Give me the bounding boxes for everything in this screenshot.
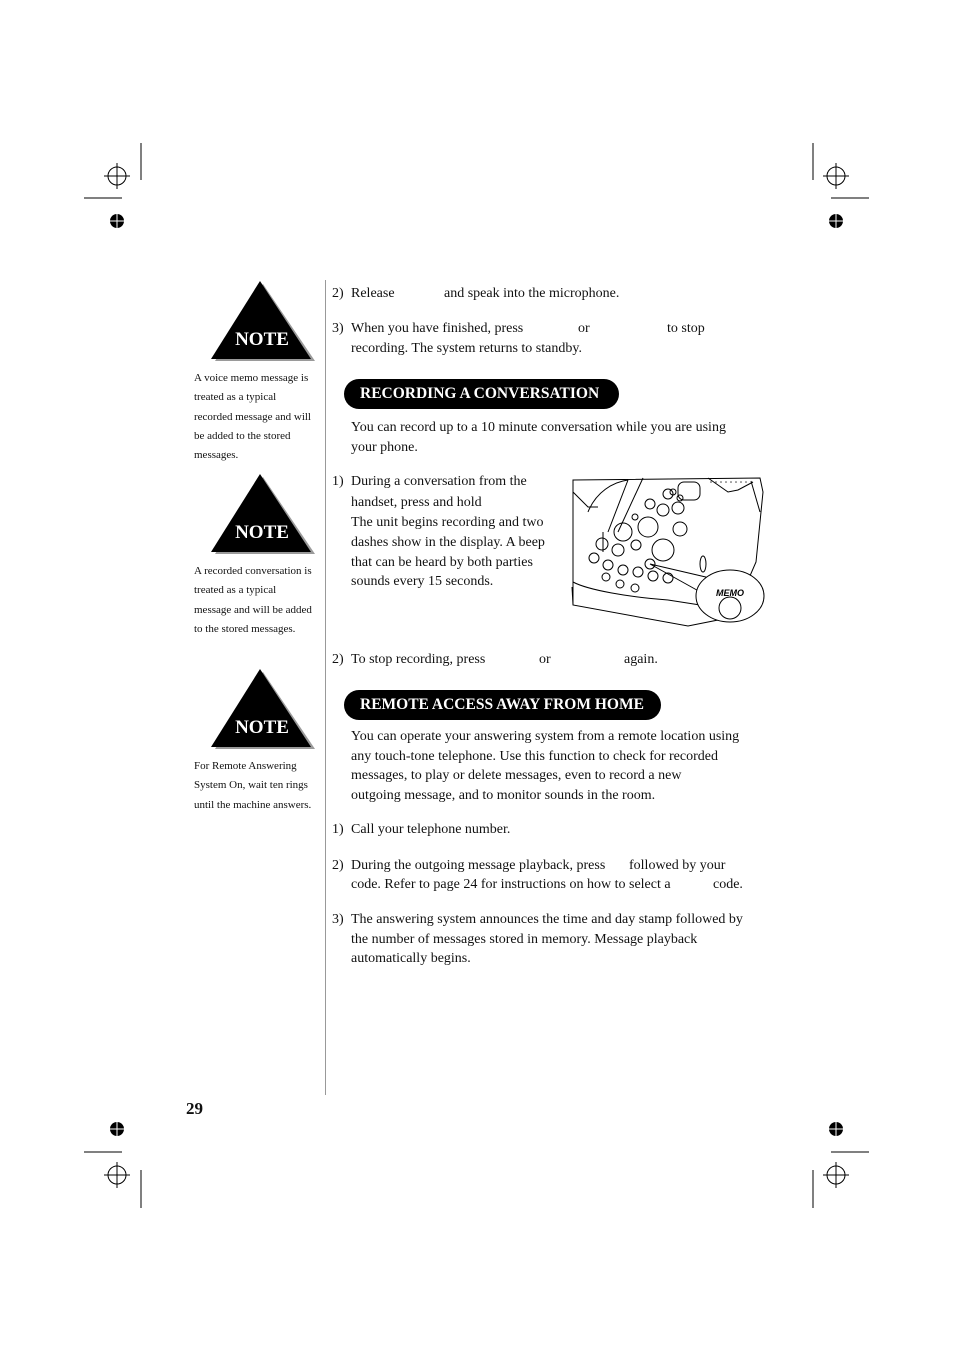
step-number: 2) — [332, 858, 344, 873]
step-number: 3) — [332, 321, 344, 336]
section2-step3-text: The answering system announces the time and day stamp followed by the number of messages stored in memory. Message playback automatically begins. — [351, 912, 743, 966]
section1-intro: You can record up to a 10 minute conversation while you are using your phone. — [351, 420, 726, 455]
note-label: NOTE — [235, 329, 289, 350]
step-text: again. — [624, 652, 658, 667]
note-3-caption: For Remote Answering System On, wait ten rings until the machine answers. — [194, 760, 312, 811]
note-2 — [205, 474, 315, 556]
section2-intro: You can operate your answering system from a remote location using any touch-tone telephone. Use this function to check for recorded messages, to play or delete messages, even to record a new outgoing message, and to monitor sounds in the room. — [351, 729, 740, 803]
step-text: recording. The system returns to standby. — [351, 341, 582, 356]
step-text: Release — [351, 286, 395, 301]
step-number: 2) — [332, 286, 344, 301]
phone-base-illustration — [568, 472, 768, 632]
section-heading-remote-access: REMOTE ACCESS AWAY FROM HOME — [344, 690, 661, 720]
note-2-caption: A recorded conversation is treated as a typical message and will be added to the stored messages. — [194, 565, 312, 635]
step-text: code. — [713, 877, 743, 892]
step-text: code. Refer to page 24 for instructions on how to select a — [351, 877, 671, 892]
step-text: or — [539, 652, 551, 667]
step-text: When you have finished, press — [351, 321, 524, 336]
section1-step1-text: During a conversation from the handset, press and hold The unit begins recording and two dashes show in the display. A beep that can be heard by both parties sounds every 15 seconds. — [351, 474, 545, 589]
step-text: Call your telephone number. — [351, 822, 511, 837]
step-number: 3) — [332, 912, 344, 927]
note-label: NOTE — [235, 717, 289, 738]
step-text: To stop recording, press — [351, 652, 486, 667]
step-text: or — [578, 321, 590, 336]
section-heading-recording: RECORDING A CONVERSATION — [344, 379, 619, 409]
step-text: and speak into the microphone. — [444, 286, 620, 301]
step-number: 2) — [332, 652, 344, 667]
note-label: NOTE — [235, 522, 289, 543]
step-text: to stop — [667, 321, 705, 336]
page-number: 29 — [186, 1099, 203, 1118]
note-1 — [205, 281, 315, 363]
step-text: followed by your — [629, 858, 726, 873]
note-1-caption: A voice memo message is treated as a typical recorded message and will be added to the stored messages. — [194, 372, 311, 462]
memo-callout-label: MEMO — [716, 588, 744, 598]
step-number: 1) — [332, 822, 344, 837]
step-number: 1) — [332, 474, 344, 489]
step-text: During the outgoing message playback, press — [351, 858, 606, 873]
note-3 — [205, 669, 315, 751]
